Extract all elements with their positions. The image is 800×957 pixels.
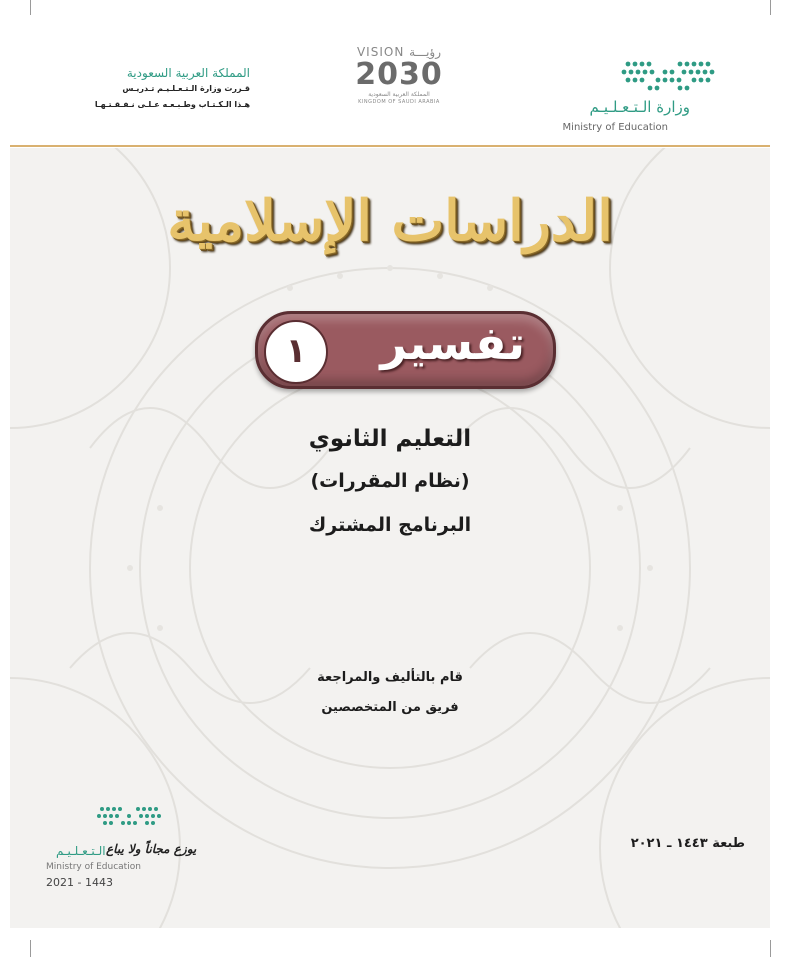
edition-label: طبعة ١٤٤٣ ـ ٢٠٢١: [630, 836, 745, 851]
printing-label: هـذا الـكـتـاب وطـبـعـه عـلـى نـفـقـتـهـا: [94, 100, 250, 109]
ministry-dots-icon: [620, 58, 720, 92]
crop-mark: [30, 0, 31, 15]
course-system: (نظام المقررات): [310, 470, 470, 492]
vision-year: 2030: [355, 57, 443, 92]
subject-badge: [255, 311, 556, 389]
vision-sub-en: KINGDOM OF SAUDI ARABIA: [358, 99, 440, 105]
kingdom-label: المملكة العربية السعودية: [126, 66, 250, 80]
program-name: البرنامج المشترك: [308, 514, 472, 536]
crop-mark: [770, 0, 771, 15]
vision-label: VISION رؤيـــة: [356, 45, 442, 59]
cover-panel: [10, 148, 770, 928]
free-distribution-note: يوزع مجاناً ولا يباع: [106, 842, 197, 856]
vision-2030-logo: [345, 45, 453, 106]
vision-sub-ar: المملكة العربية السعودية: [368, 91, 430, 98]
credits-line-2: فريق من المتخصصين: [321, 700, 459, 715]
footer-ministry-en: Ministry of Education: [46, 862, 141, 872]
header-divider: [10, 145, 770, 147]
education-level: التعليم الثانوي: [308, 426, 472, 452]
ministry-name-en: Ministry of Education: [562, 122, 668, 133]
subject-title: تفسير: [380, 316, 525, 370]
crop-mark: [770, 940, 771, 957]
credits-line-1: قام بالتأليف والمراجعة: [317, 670, 463, 685]
volume-number: ١: [264, 320, 328, 384]
book-series-title: الدراسات الإسلامية: [167, 188, 613, 254]
ministry-name-ar: وزارة الـتـعـلـيـم: [589, 98, 690, 116]
ministry-dots-icon: [96, 804, 166, 830]
footer-year: 2021 - 1443: [46, 876, 113, 889]
footer-ministry-ar: الـتـعـلـيـم: [56, 844, 106, 858]
approval-label: قـررت وزارة الـتـعـلـيـم تـدريـس: [122, 84, 250, 93]
crop-mark: [30, 940, 31, 957]
header-statement: [60, 66, 250, 113]
